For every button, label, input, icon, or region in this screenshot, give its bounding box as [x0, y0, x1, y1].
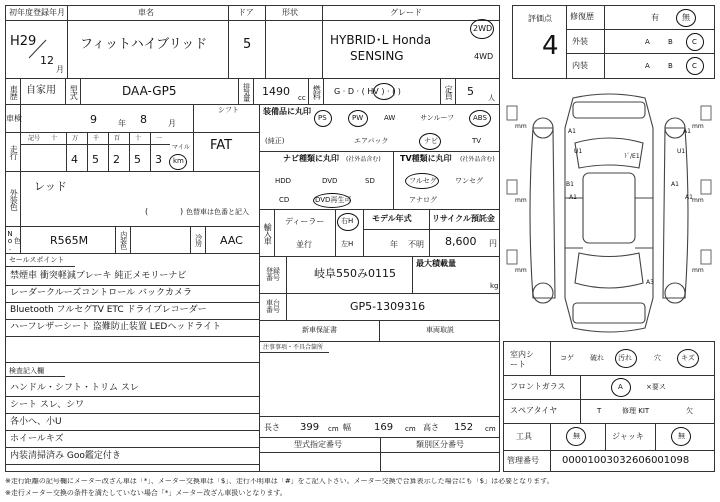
mgmt-label: 管理番号 [507, 456, 539, 465]
ac-value: AAC [220, 234, 243, 247]
disp-unit: cc [298, 94, 306, 102]
chassis-label-text: 車台番号 [266, 298, 280, 314]
record-label: 記号 [28, 135, 41, 142]
unit-mile: マイル [172, 144, 190, 151]
mm-marker: mm [515, 123, 527, 130]
equipment-item: PS [318, 114, 327, 122]
exterior-paren-close: ) [180, 207, 184, 216]
door-count: 5 [243, 37, 252, 52]
digit-divider [129, 133, 130, 171]
damage-mark: A1 [569, 194, 577, 201]
tv-sub: (社外品含む) [460, 156, 495, 163]
tools-value: 無 [573, 432, 580, 440]
inspector-note-line: 各小へ、小U [10, 417, 62, 427]
inspection-year: 9 [90, 113, 97, 126]
height-label: 高さ [423, 423, 439, 432]
equip-oem: (純正) [265, 137, 285, 145]
damage-mark: A1 [568, 128, 576, 135]
shift-value: FAT [210, 138, 233, 153]
mm-marker: mm [692, 267, 704, 274]
seat-burn: コゲ [560, 354, 574, 362]
max-load-unit: kg [490, 282, 499, 290]
ext-a: A [645, 38, 650, 46]
mileage-digit: 3 [155, 153, 162, 166]
car-name-label: 車名 [138, 8, 154, 17]
tv-label: TV種類に丸印 [400, 154, 452, 163]
shape-label: 形状 [282, 8, 298, 17]
int-b: B [668, 62, 673, 70]
inspector-rule [5, 413, 260, 414]
inspection-label: 車検 [6, 114, 22, 123]
interior-color-label: 内装色 [119, 231, 128, 249]
damage-mark: ﾄﾞ/E1 [624, 153, 640, 160]
color-no-label: 色No. [6, 229, 22, 251]
jack-label: ジャッキ [612, 432, 644, 441]
inspector-note-line: シート スレ、シワ [10, 400, 85, 410]
sales-label: セールスポイント [9, 256, 65, 264]
digit-place-label: 一 [156, 135, 163, 142]
import-left: 左H [341, 240, 354, 248]
reg-type-label: 車歴 [9, 84, 19, 99]
mileage-digit: 4 [71, 153, 78, 166]
recycle-value: 8,600 [445, 235, 477, 248]
sales-point-line: ハーフレザーシート 盗難防止装置 LEDヘッドライト [10, 322, 222, 332]
seat-dirt: 汚れ [618, 354, 632, 362]
repair-label: 修復歴 [570, 12, 594, 21]
damage-mark: U1 [574, 148, 583, 155]
inspector-note-line: ホイールキズ [10, 434, 64, 444]
grade-line2: SENSING [350, 49, 404, 63]
capacity-label: 定員 [444, 84, 454, 99]
reg-type-value: 自家用 [26, 85, 56, 96]
digit-place-label: 千 [93, 135, 100, 142]
navi-dvd: DVD [322, 177, 338, 185]
unit-km: km [173, 157, 184, 165]
recycle-label: リサイクル預託金 [432, 214, 495, 223]
fuel-options: G · D · ( HV ) · ( ) [334, 87, 401, 96]
windshield-replace: ×要ス [646, 383, 666, 391]
spare-kit: 修理 KIT [622, 407, 650, 415]
windshield-label: フロントガラス [510, 382, 566, 391]
footer-line1: ※走行距離の記号欄にメーター改ざん車は「*」、メーター交換車は「$」、走行不明車は「#」をご記入下さい。メーター交換で合算表示した場合にも「$」は必要となります。 [5, 478, 554, 485]
digit-place-label: 十 [51, 135, 58, 142]
sales-rule [5, 336, 260, 337]
model-label: 型式 [69, 84, 79, 99]
rating-score: 4 [542, 31, 559, 61]
tv-fullseg: フルセグ [409, 177, 437, 185]
model-value: DAA-GP5 [122, 84, 177, 98]
exterior-paren: ( [145, 207, 149, 216]
navi-dvd-playback: DVD再生可 [315, 196, 352, 204]
reg-month-unit: 月 [56, 65, 64, 74]
seat-label: 室内シート [510, 350, 534, 370]
equip-navi: ナビ [424, 137, 438, 145]
repair-yes: 有 [651, 13, 659, 22]
height-unit: cm [485, 425, 496, 433]
equip-tv: TV [472, 137, 482, 145]
exterior-color: レッド [34, 180, 67, 193]
length-value: 399 [300, 422, 320, 433]
mileage-digit: 5 [92, 153, 99, 166]
spare-t: T [597, 407, 602, 415]
class-no-label: 類別区分番号 [416, 440, 464, 449]
capacity-unit: 人 [488, 94, 495, 102]
exterior-label: 外装色 [9, 188, 19, 210]
equip-airbag: エアバック [354, 137, 389, 145]
disp-value: 1490 [262, 85, 290, 98]
digit-divider [150, 133, 151, 171]
int-label: 内装 [572, 61, 588, 70]
chassis-label [260, 295, 286, 319]
navi-label: ナビ種類に丸印 [283, 154, 339, 163]
car-diagram [503, 88, 715, 340]
tools-label: 工具 [516, 432, 532, 441]
ext-b: B [668, 38, 673, 46]
mgmt-value: 00001003032606001098 [562, 455, 690, 466]
model-year-label: モデル年式 [372, 214, 412, 223]
int-a: A [645, 62, 650, 70]
sales-rule [5, 285, 260, 286]
damage-mark: A3 [646, 279, 654, 286]
first-reg-label: 初年度登録年月 [9, 8, 65, 17]
inspection-month-unit: 月 [168, 119, 176, 128]
import-dealer: ディーラー [285, 217, 325, 226]
seat-hole: 穴 [654, 354, 661, 362]
damage-mark: A1 [685, 194, 693, 201]
fuel-label: 燃料 [312, 84, 322, 99]
reg-year: H29 [10, 34, 37, 49]
car-diagram-block [503, 88, 715, 340]
height-value: 152 [454, 422, 474, 433]
digit-place-label: 十 [135, 135, 142, 142]
reg-month: 12 [40, 54, 54, 67]
disp-label: 排気量 [242, 82, 251, 101]
mileage-digit: 5 [134, 153, 141, 166]
repair-no: 無 [682, 13, 690, 22]
rating-label: 評価点 [528, 14, 552, 23]
plate-label [260, 258, 286, 292]
color-no-value: R565M [50, 234, 89, 247]
windshield-a: A [618, 383, 623, 391]
new-car-warranty: 新車保証書 [302, 326, 337, 334]
grade-line1: HYBRID･L Honda [330, 33, 432, 47]
width-value: 169 [374, 422, 394, 433]
ext-c: C [692, 38, 697, 46]
equipment-item: PW [352, 114, 364, 122]
import-right: 右H [341, 217, 354, 225]
fuel-hv-circle [373, 83, 395, 100]
jack-value: 無 [678, 432, 685, 440]
digit-divider [66, 133, 67, 171]
mm-marker: mm [515, 267, 527, 274]
drive-2wd: 2WD [473, 24, 493, 33]
exterior-note: 色替車は色番と記入 [186, 208, 249, 216]
sales-point-line: レーダークルーズコントロール バックカメラ [10, 288, 192, 298]
damage-mark: B1 [566, 181, 574, 188]
recycle-unit: 円 [489, 239, 497, 248]
inspector-rule [5, 430, 260, 431]
inspection-year-unit: 年 [118, 119, 126, 128]
type-no-label: 型式指定番号 [294, 440, 342, 449]
inspector-note-line: ハンドル・シフト・トリム スレ [10, 383, 139, 393]
chassis-value: GP5-1309316 [350, 300, 426, 313]
width-label: 幅 [343, 423, 351, 432]
digit-divider [108, 133, 109, 171]
inspector-rule [5, 396, 260, 397]
car-name: フィットハイブリッド [80, 37, 208, 52]
month-slash [26, 38, 48, 60]
door-label: ドア [238, 8, 254, 17]
digit-place-label: 万 [72, 135, 79, 142]
import-parallel: 並行 [296, 240, 312, 249]
drive-4wd: 4WD [474, 52, 494, 61]
plate-label-text: 登録番号 [266, 266, 280, 282]
seat-tear: 破れ [590, 354, 604, 362]
inspector-rule [5, 464, 260, 465]
damage-mark: U1 [677, 148, 686, 155]
inspection-month: 8 [140, 113, 147, 126]
model-year-value: 不明 [408, 240, 424, 249]
shift-label: シフト [218, 106, 239, 114]
sales-point-line: Bluetooth フルセグTV ETC ドライブレコーダー [10, 305, 207, 315]
navi-sd: SD [365, 177, 375, 185]
spare-none: 欠 [686, 407, 693, 415]
import-label: 輸入車 [263, 222, 273, 244]
navi-cd: CD [279, 196, 290, 204]
mileage-digit: 2 [113, 153, 120, 166]
capacity-value: 5 [467, 85, 474, 98]
equipment-item: ABS [473, 114, 487, 122]
length-label: 長さ [264, 423, 280, 432]
vehicle-manual: 車両取説 [426, 326, 454, 334]
footer-line2: ※走行メーター交換の条件を満たしていない場合「*」メーター改ざん車扱いとなります。 [5, 489, 287, 497]
spare-label: スペアタイヤ [510, 406, 558, 415]
sales-rule [5, 319, 260, 320]
sales-rule [5, 302, 260, 303]
model-year-unit: 年 [390, 240, 398, 249]
int-c: C [692, 62, 697, 70]
seat-scratch: キズ [681, 354, 695, 362]
ext-label: 外装 [572, 37, 588, 46]
tv-analog: アナログ [409, 196, 437, 204]
equipment-item: AW [384, 114, 396, 122]
navi-sub: (社外品含む) [346, 156, 381, 163]
inspector-note-line: 内装清掃済み Goo鑑定付き [10, 451, 121, 461]
digit-place-label: 百 [114, 135, 121, 142]
damage-mark: A1 [671, 181, 679, 188]
digit-divider [87, 133, 88, 171]
mileage-label: 走行 [9, 145, 19, 159]
plate-value: 岐阜550み0115 [314, 267, 396, 280]
equipment-label: 装備品に丸印 [263, 107, 311, 116]
damage-mark: A1 [683, 128, 691, 135]
tv-oneseg: ワンセグ [455, 177, 483, 185]
width-unit: cm [405, 425, 416, 433]
mm-marker: mm [692, 197, 704, 204]
mm-marker: mm [692, 123, 704, 130]
length-unit: cm [328, 425, 339, 433]
ac-label: 冷房 [194, 234, 203, 246]
inspector-label: 検査記入欄 [9, 367, 44, 375]
navi-hdd: HDD [275, 177, 292, 185]
sales-point-line: 禁煙車 衝突軽減ブレーキ 純正メモリーナビ [10, 271, 187, 281]
equipment-item: サンルーフ [420, 114, 455, 122]
inspector-rule [5, 447, 260, 448]
max-load-label: 最大積載量 [416, 259, 456, 268]
notes-label: 注事事項・不具合箇所 [263, 344, 324, 351]
grade-label: グレード [390, 8, 422, 17]
mm-marker: mm [515, 197, 527, 204]
